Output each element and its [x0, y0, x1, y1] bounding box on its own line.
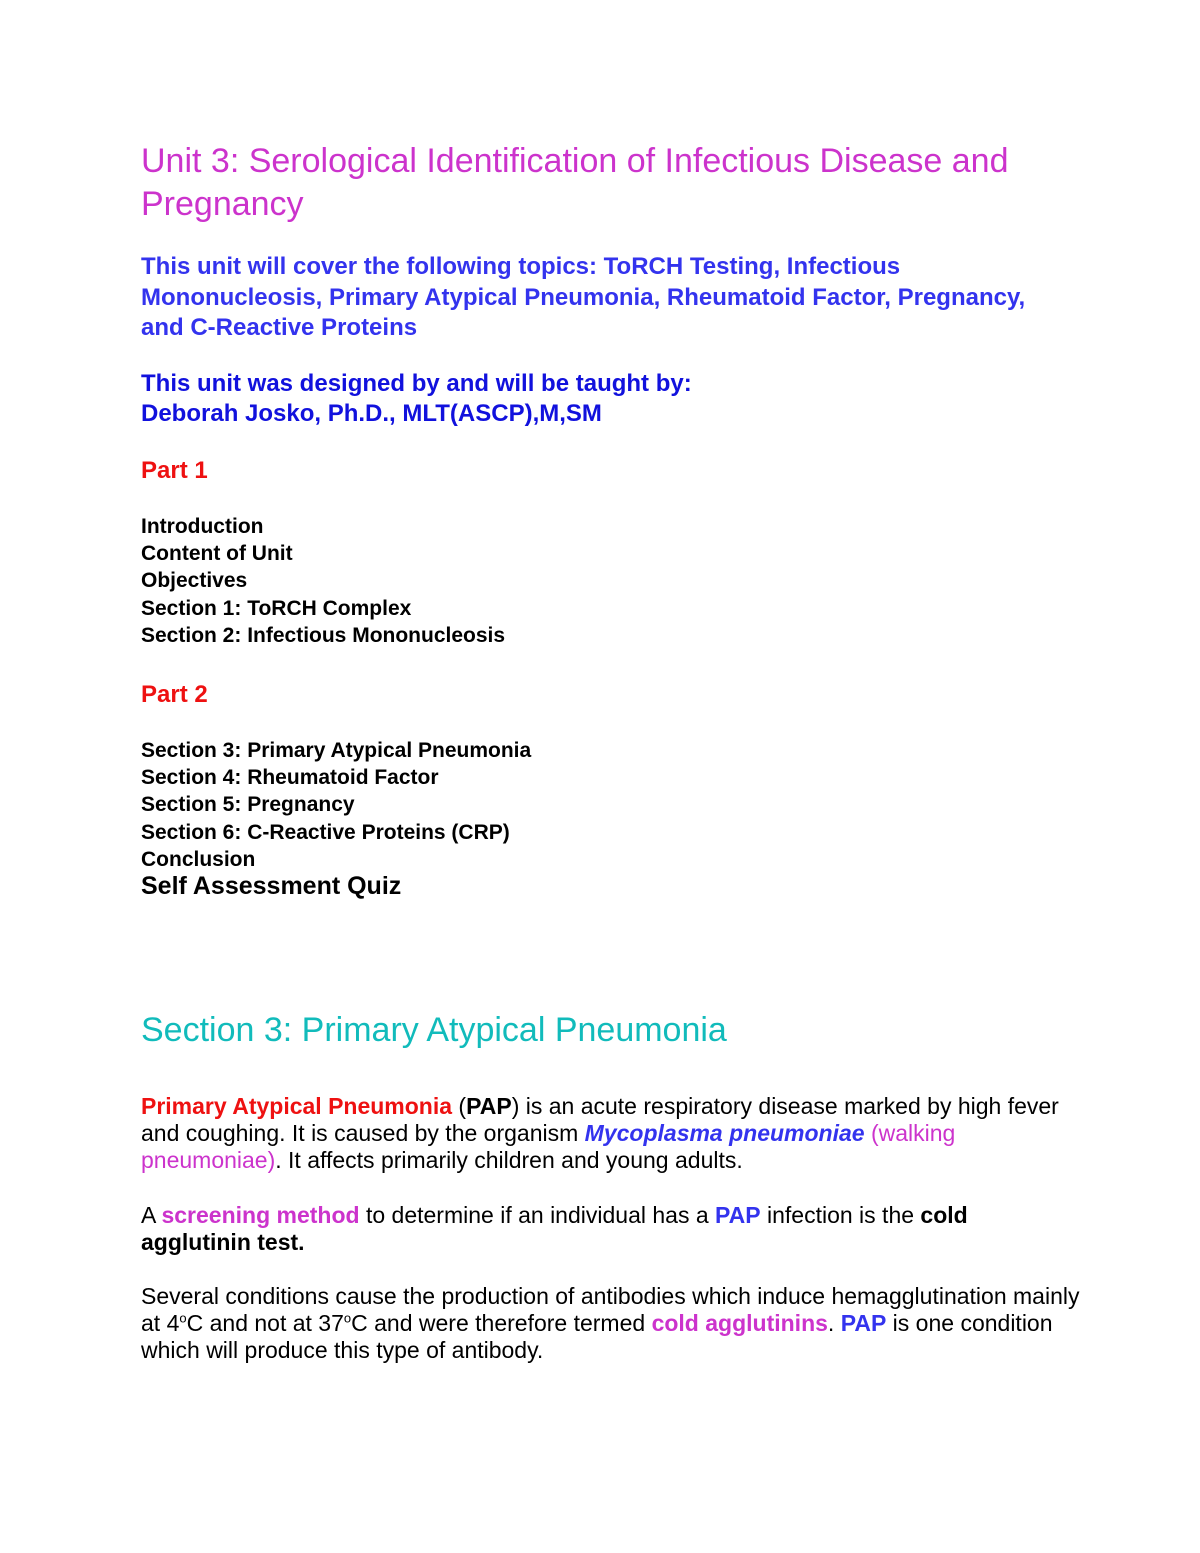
organism-alias: (walking pneumoniae) — [141, 1120, 956, 1173]
pap-term: Primary Atypical Pneumonia — [141, 1093, 453, 1119]
pap-abbr: PAP — [840, 1310, 887, 1336]
cold-agglutinin-test-term: cold agglutinin test — [141, 1202, 968, 1255]
paragraph-text: . It affects primarily children and young adults. — [275, 1147, 743, 1173]
cold-agglutinins-term: cold agglutinins — [651, 1310, 828, 1336]
toc-item: Introduction — [141, 515, 264, 538]
toc-item: Section 4: Rheumatoid Factor — [141, 766, 439, 790]
paragraph-text: . — [827, 1310, 841, 1336]
paragraph-text: infection is the — [760, 1202, 921, 1228]
part-1-label: Part 1 — [141, 457, 208, 484]
organism-name: Mycoplasma pneumoniae — [584, 1120, 865, 1146]
author-name: Deborah Josko, Ph.D., MLT(ASCP),M,SM — [141, 400, 602, 427]
pap-abbr: PAP — [466, 1093, 512, 1119]
screening-paragraph — [141, 1202, 1081, 1256]
section-3-heading: Section 3: Primary Atypical Pneumonia — [141, 1011, 727, 1049]
topics-summary: This unit will cover the following topics: ToRCH Testing, Infectious Mononucleosis, Primary Atypical Pneumonia, Rheumatoid Factor, Pregnancy, and C-Reactive Proteins — [141, 253, 1026, 341]
toc-item: Conclusion — [141, 847, 256, 871]
paragraph-text: Several conditions cause the production of antibodies which induce hemagglutination mainly at 4 — [141, 1283, 1080, 1336]
cold-agglutinins-paragraph — [141, 1283, 1081, 1364]
paragraph-text: to determine if an individual has a — [359, 1202, 716, 1228]
unit-title: Unit 3: Serological Identification of Infectious Disease and Pregnancy — [141, 142, 1009, 223]
author-block — [141, 369, 1071, 429]
toc-item: Section 1: ToRCH Complex — [141, 596, 412, 620]
part-2-list — [141, 737, 531, 873]
self-assessment-quiz: Self Assessment Quiz — [141, 872, 402, 900]
part-1-list — [141, 513, 505, 649]
paragraph-text: ( — [452, 1093, 467, 1119]
degree-sign: o — [343, 1310, 352, 1326]
paragraph-text: C and not at 37 — [186, 1310, 344, 1336]
toc-item: Section 6: C-Reactive Proteins (CRP) — [141, 820, 510, 844]
paragraph-text: C and were therefore termed — [351, 1310, 652, 1336]
toc-item: Section 2: Infectious Mononucleosis — [141, 623, 506, 647]
screening-method-term: screening method — [161, 1202, 360, 1228]
paragraph-text: A — [141, 1202, 162, 1228]
degree-sign: o — [179, 1310, 187, 1326]
paragraph-text: ) is an acute respiratory disease marked by high fever and coughing. It is caused by the organism — [141, 1093, 1059, 1146]
toc-item: Content of Unit — [141, 542, 293, 566]
pap-definition-paragraph — [141, 1093, 1081, 1174]
toc-item: Section 3: Primary Atypical Pneumonia — [141, 739, 532, 762]
part-2-label: Part 2 — [141, 681, 208, 708]
paragraph-text: . — [298, 1229, 305, 1255]
pap-abbr: PAP — [715, 1202, 761, 1228]
toc-item: Section 5: Pregnancy — [141, 793, 355, 817]
paragraph-text: is one condition which will produce this type of antibody. — [141, 1310, 1053, 1363]
designed-by-line: This unit was designed by and will be taught by: — [141, 370, 692, 397]
toc-item: Objectives — [141, 569, 248, 593]
